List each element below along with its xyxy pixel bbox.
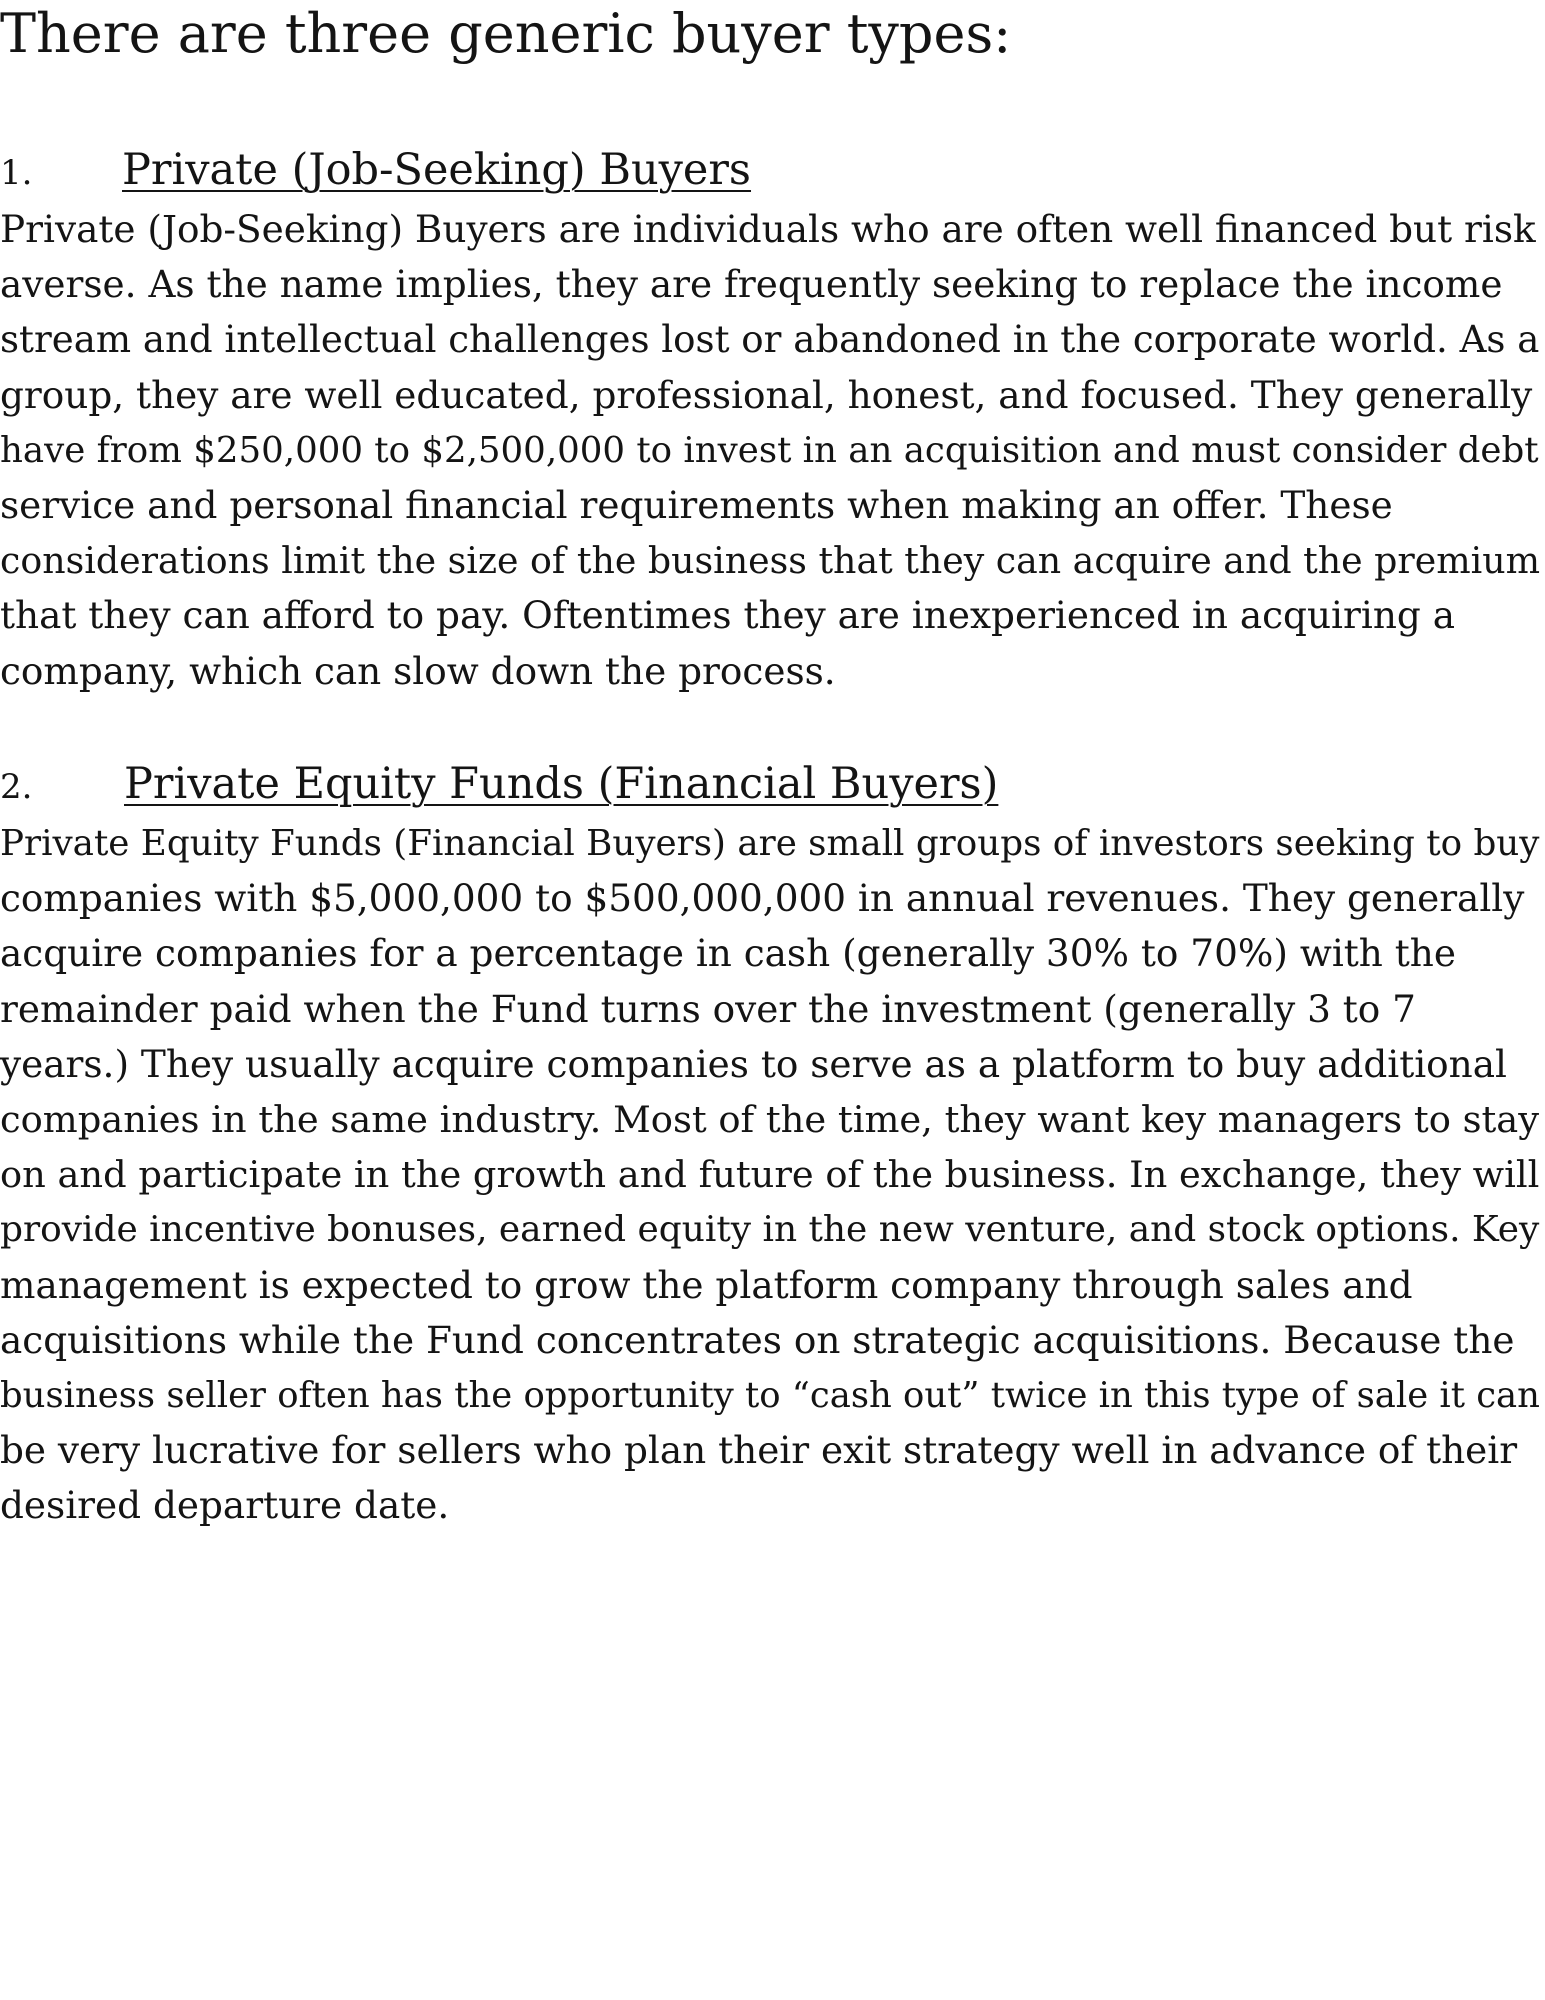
paragraph-line: considerations limit the size of the business that they can acquire and the premium — [0, 539, 1541, 583]
section-private-buyers — [0, 140, 1545, 699]
paragraph-line: Private (Job-Seeking) Buyers are individuals who are often well financed but risk — [0, 207, 1536, 251]
paragraph-line: acquire companies for a percentage in cash (generally 30% to 70%) with the — [0, 931, 1456, 976]
section-paragraph — [0, 200, 1545, 699]
paragraph-line: remainder paid when the Fund turns over the investment (generally 3 to 7 — [0, 986, 1416, 1031]
section-heading — [0, 140, 1545, 200]
paragraph-line: company, which can slow down the process. — [0, 648, 836, 693]
paragraph-line: management is expected to grow the platform company through sales and — [0, 1262, 1413, 1307]
section-number: 1. — [0, 153, 33, 193]
paragraph-line: provide incentive bonuses, earned equity in the new venture, and stock options. Key — [0, 1209, 1540, 1251]
paragraph-line: have from $250,000 to $2,500,000 to invest in an acquisition and must consider debt — [0, 429, 1539, 471]
paragraph-line: companies with $5,000,000 to $500,000,000 in annual revenues. They generally — [0, 876, 1525, 921]
section-title: Private (Job-Seeking) Buyers — [122, 145, 752, 195]
section-heading — [0, 754, 1545, 814]
paragraph-line: group, they are well educated, professional, honest, and focused. They generally — [0, 372, 1533, 417]
paragraph-line: be very lucrative for sellers who plan their exit strategy well in advance of their — [0, 1428, 1518, 1473]
paragraph-line: that they can afford to pay. Oftentimes they are inexperienced in acquiring a — [0, 593, 1455, 638]
paragraph-line: Private Equity Funds (Financial Buyers) are small groups of investors seeking to buy — [0, 823, 1540, 864]
paragraph-line: business seller often has the opportunity to “cash out” twice in this type of sale it can — [0, 1375, 1540, 1417]
paragraph-line: stream and intellectual challenges lost or abandoned in the corporate world. As a — [0, 318, 1540, 362]
section-private-equity-funds — [0, 754, 1545, 1534]
paragraph-line: averse. As the name implies, they are frequently seeking to replace the income — [0, 262, 1503, 307]
section-number: 2. — [0, 767, 33, 807]
paragraph-line: acquisitions while the Fund concentrates on strategic acquisitions. Because the — [0, 1317, 1515, 1362]
paragraph-line: companies in the same industry. Most of the time, they want key managers to stay — [0, 1098, 1540, 1142]
section-paragraph — [0, 814, 1545, 1534]
section-title: Private Equity Funds (Financial Buyers) — [124, 759, 999, 809]
paragraph-line: service and personal financial requirements when making an offer. These — [0, 483, 1393, 528]
intro-heading: There are three generic buyer types: — [0, 2, 1012, 65]
paragraph-line: on and participate in the growth and future of the business. In exchange, they will — [0, 1153, 1540, 1197]
paragraph-line: years.) They usually acquire companies to serve as a platform to buy additional — [0, 1041, 1507, 1086]
paragraph-line: desired departure date. — [0, 1483, 450, 1528]
